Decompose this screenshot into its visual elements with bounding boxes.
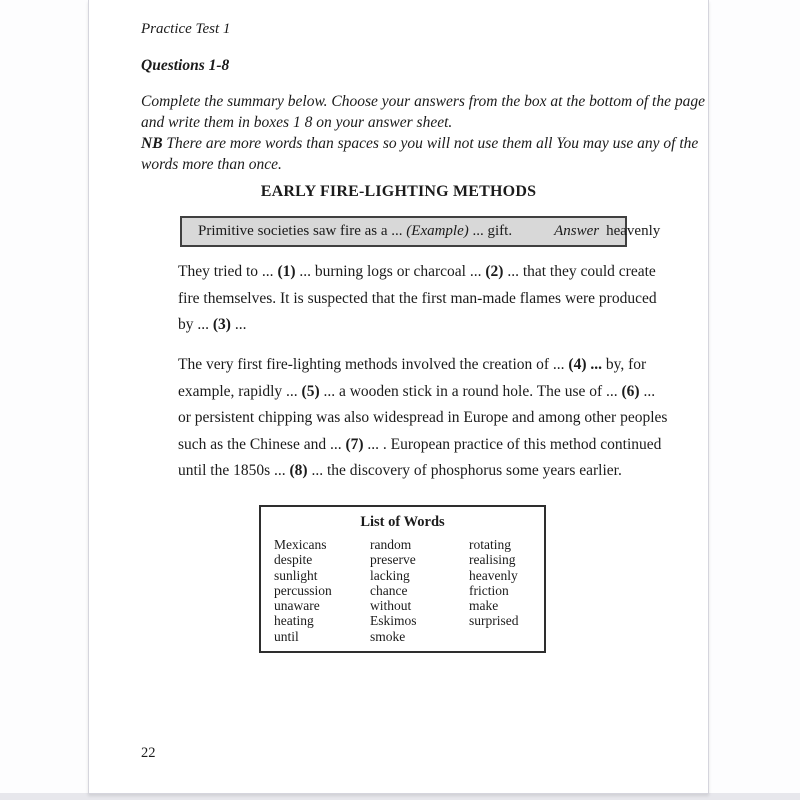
word-list-box bbox=[259, 505, 546, 653]
example-box bbox=[180, 216, 661, 247]
summary-line bbox=[178, 352, 667, 379]
nb-note-line bbox=[141, 133, 698, 154]
word-option: random bbox=[370, 537, 412, 552]
summary-text: ... burning logs or charcoal ... bbox=[295, 263, 486, 280]
summary-text: The very first fire-lighting methods involved the creation of ... bbox=[178, 356, 569, 373]
blank-number-7: (7) bbox=[345, 435, 364, 453]
example-text-pre: Primitive societies saw fire as a ... bbox=[198, 223, 407, 239]
summary-text: They tried to ... bbox=[178, 263, 278, 280]
blank-number-6: (6) bbox=[621, 382, 640, 400]
summary-text: ... bbox=[230, 316, 247, 333]
summary-paragraph-2 bbox=[178, 352, 667, 485]
answer-label: Answer bbox=[554, 223, 600, 239]
word-option: friction bbox=[469, 582, 509, 598]
instructions-line: and write them in boxes 1 8 on your answer sheet. bbox=[141, 114, 453, 131]
summary-text: by, for bbox=[601, 356, 647, 373]
word-list-column-3 bbox=[469, 537, 519, 644]
summary-line bbox=[178, 312, 657, 339]
word-option: chance bbox=[370, 582, 408, 598]
word-option: realising bbox=[469, 552, 516, 568]
instructions-line: Complete the summary below. Choose your answers from the box at the bottom of the page bbox=[141, 93, 705, 110]
word-option: Eskimos bbox=[370, 613, 417, 629]
summary-text: until the 1850s ... bbox=[178, 462, 290, 479]
page-bottom-shadow bbox=[0, 793, 800, 800]
summary-text: ... . European practice of this method continued bbox=[363, 435, 662, 453]
blank-number-2: (2) bbox=[485, 263, 504, 280]
page-number: 22 bbox=[141, 745, 156, 761]
word-option: make bbox=[469, 598, 499, 614]
word-option: unaware bbox=[274, 598, 320, 614]
summary-text: example, rapidly ... bbox=[178, 382, 302, 400]
word-option: heavenly bbox=[469, 567, 518, 583]
word-option: sunlight bbox=[274, 567, 318, 583]
word-option: without bbox=[370, 598, 412, 614]
word-list-title: List of Words bbox=[360, 514, 445, 530]
word-list-column-1 bbox=[274, 537, 370, 644]
word-option: heating bbox=[274, 613, 314, 629]
word-option: until bbox=[274, 628, 299, 644]
word-option: despite bbox=[274, 552, 313, 568]
questions-range-heading: Questions 1-8 bbox=[141, 57, 230, 74]
task-instructions bbox=[141, 91, 705, 133]
summary-text: ... a wooden stick in a round hole. The use of ... bbox=[319, 382, 622, 400]
summary-line bbox=[178, 259, 657, 286]
example-label: (Example) bbox=[406, 223, 469, 239]
summary-text: ... the discovery of phosphorus some years earlier. bbox=[307, 462, 622, 479]
blank-number-4: (4) ... bbox=[568, 356, 602, 373]
example-text-mid: ... gift. bbox=[468, 223, 513, 239]
word-list-columns bbox=[274, 537, 519, 644]
word-option: percussion bbox=[274, 582, 332, 598]
blank-number-8: (8) bbox=[289, 462, 308, 479]
nb-label: NB bbox=[141, 135, 163, 152]
word-option: rotating bbox=[469, 537, 511, 552]
answer-word: heavenly bbox=[606, 223, 661, 239]
word-option: smoke bbox=[370, 628, 406, 644]
word-option: surprised bbox=[469, 613, 519, 629]
summary-text: ... bbox=[639, 382, 656, 400]
nb-text: There are more words than spaces so you will not use them all You may use any of the bbox=[162, 135, 699, 152]
word-option: Mexicans bbox=[274, 537, 327, 552]
summary-line bbox=[178, 458, 667, 485]
word-option: lacking bbox=[370, 567, 410, 583]
blank-number-1: (1) bbox=[277, 263, 296, 280]
word-list-column-2 bbox=[370, 537, 469, 644]
summary-text: such as the Chinese and ... bbox=[178, 435, 346, 453]
summary-line bbox=[178, 432, 667, 459]
summary-text: by ... bbox=[178, 316, 213, 333]
word-option: preserve bbox=[370, 552, 416, 568]
blank-number-3: (3) bbox=[212, 316, 231, 333]
running-header: Practice Test 1 bbox=[141, 21, 231, 37]
blank-number-5: (5) bbox=[301, 382, 320, 400]
summary-text: ... that they could create bbox=[503, 263, 656, 280]
summary-line bbox=[178, 379, 667, 406]
summary-line: fire themselves. It is suspected that the first man-made flames were produced bbox=[178, 289, 657, 307]
summary-paragraph-1 bbox=[178, 259, 657, 339]
nb-note-line: words more than once. bbox=[141, 156, 282, 173]
nb-note bbox=[141, 133, 698, 175]
summary-line: or persistent chipping was also widespread in Europe and among other peoples bbox=[178, 409, 668, 426]
test-page bbox=[88, 0, 709, 794]
summary-title: EARLY FIRE-LIGHTING METHODS bbox=[260, 183, 537, 200]
